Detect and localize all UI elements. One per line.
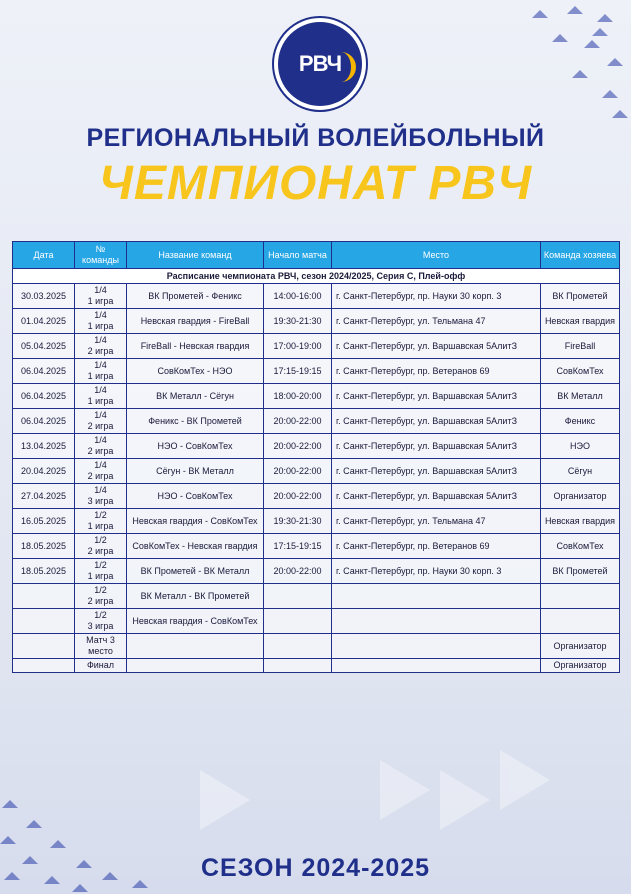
- cell-date: 16.05.2025: [13, 509, 75, 534]
- table-row: [13, 384, 620, 409]
- cell-date: [13, 584, 75, 609]
- table-row: [13, 359, 620, 384]
- cell-place: [332, 634, 541, 659]
- cell-date: 06.04.2025: [13, 359, 75, 384]
- cell-stage: [75, 609, 127, 634]
- cell-stage: [75, 459, 127, 484]
- stage-label: 1/4: [94, 460, 107, 470]
- cell-host: ВК Металл: [541, 384, 620, 409]
- logo-text: РВЧ: [298, 51, 342, 76]
- cell-stage: [75, 659, 127, 673]
- column-header-place: Место: [332, 242, 541, 269]
- cell-stage: [75, 584, 127, 609]
- cell-time: [264, 634, 332, 659]
- table-row: [13, 459, 620, 484]
- cell-teams: Сёгун - ВК Металл: [127, 459, 264, 484]
- cell-place: г. Санкт-Петербург, пр. Науки 30 корп. 3: [332, 559, 541, 584]
- cell-time: 17:15-19:15: [264, 534, 332, 559]
- cell-date: 01.04.2025: [13, 309, 75, 334]
- cell-date: 18.05.2025: [13, 534, 75, 559]
- cell-stage: [75, 309, 127, 334]
- table-row: [13, 409, 620, 434]
- cell-teams: [127, 659, 264, 673]
- game-label: 1 игра: [87, 296, 114, 306]
- table-row: [13, 634, 620, 659]
- cell-place: г. Санкт-Петербург, ул. Варшавская 5АлитЗ: [332, 334, 541, 359]
- cell-stage: [75, 534, 127, 559]
- cell-stage: [75, 484, 127, 509]
- game-label: 2 игра: [87, 471, 114, 481]
- table-row: [13, 584, 620, 609]
- stage-label: 1/2: [94, 510, 107, 520]
- cell-host: ВК Прометей: [541, 284, 620, 309]
- cell-host: Организатор: [541, 659, 620, 673]
- cell-time: 17:00-19:00: [264, 334, 332, 359]
- table-header-row: [13, 242, 620, 269]
- cell-time: 20:00-22:00: [264, 559, 332, 584]
- cell-teams: Невская гвардия - СовКомТех: [127, 609, 264, 634]
- stage-label: 1/4: [94, 410, 107, 420]
- game-label: место: [88, 646, 113, 656]
- cell-host: СовКомТех: [541, 359, 620, 384]
- rvch-logo: [274, 18, 366, 110]
- cell-stage: [75, 634, 127, 659]
- column-header-number: № команды: [75, 242, 127, 269]
- cell-place: [332, 609, 541, 634]
- cell-date: 30.03.2025: [13, 284, 75, 309]
- table-row: [13, 534, 620, 559]
- cell-teams: Невская гвардия - FireBall: [127, 309, 264, 334]
- cell-place: г. Санкт-Петербург, ул. Варшавская 5АлитЗ: [332, 459, 541, 484]
- game-label: 2 игра: [87, 546, 114, 556]
- game-label: 3 игра: [87, 496, 114, 506]
- cell-place: г. Санкт-Петербург, ул. Варшавская 5АлитЗ: [332, 409, 541, 434]
- game-label: 2 игра: [87, 446, 114, 456]
- cell-place: г. Санкт-Петербург, пр. Ветеранов 69: [332, 534, 541, 559]
- cell-place: г. Санкт-Петербург, ул. Варшавская 5АлитЗ: [332, 434, 541, 459]
- cell-teams: СовКомТех - Невская гвардия: [127, 534, 264, 559]
- game-label: 1 игра: [87, 371, 114, 381]
- cell-place: г. Санкт-Петербург, ул. Тельмана 47: [332, 509, 541, 534]
- cell-teams: FireBall - Невская гвардия: [127, 334, 264, 359]
- cell-time: 18:00-20:00: [264, 384, 332, 409]
- cell-teams: НЭО - СовКомТех: [127, 434, 264, 459]
- cell-place: г. Санкт-Петербург, пр. Ветеранов 69: [332, 359, 541, 384]
- cell-teams: СовКомТех - НЭО: [127, 359, 264, 384]
- game-label: 2 игра: [87, 596, 114, 606]
- column-header-date: Дата: [13, 242, 75, 269]
- cell-date: 20.04.2025: [13, 459, 75, 484]
- cell-stage: [75, 359, 127, 384]
- stage-label: 1/2: [94, 610, 107, 620]
- cell-time: 19:30-21:30: [264, 509, 332, 534]
- cell-time: [264, 584, 332, 609]
- game-label: 1 игра: [87, 521, 114, 531]
- cell-time: 20:00-22:00: [264, 484, 332, 509]
- cell-stage: [75, 509, 127, 534]
- cell-time: 20:00-22:00: [264, 459, 332, 484]
- table-row: [13, 559, 620, 584]
- season-label: СЕЗОН 2024-2025: [200, 854, 431, 882]
- cell-host: Невская гвардия: [541, 309, 620, 334]
- title-line-2: ЧЕМПИОНАТ РВЧ: [98, 157, 533, 210]
- game-label: 1 игра: [87, 396, 114, 406]
- table-row: [13, 484, 620, 509]
- table-row: [13, 309, 620, 334]
- cell-time: [264, 609, 332, 634]
- cell-date: 06.04.2025: [13, 409, 75, 434]
- cell-host: ВК Прометей: [541, 559, 620, 584]
- cell-place: г. Санкт-Петербург, ул. Варшавская 5АлитЗ: [332, 384, 541, 409]
- stage-label: Матч 3: [86, 635, 115, 645]
- stage-label: Финал: [86, 660, 115, 670]
- stage-label: 1/4: [94, 435, 107, 445]
- cell-date: 06.04.2025: [13, 384, 75, 409]
- stage-label: 1/4: [94, 285, 107, 295]
- cell-teams: ВК Прометей - Феникс: [127, 284, 264, 309]
- table-row: [13, 334, 620, 359]
- stage-label: 1/4: [94, 310, 107, 320]
- stage-label: 1/2: [94, 585, 107, 595]
- cell-host: FireBall: [541, 334, 620, 359]
- cell-teams: ВК Металл - ВК Прометей: [127, 584, 264, 609]
- game-label: 2 игра: [87, 346, 114, 356]
- cell-teams: НЭО - СовКомТех: [127, 484, 264, 509]
- column-header-teams: Название команд: [127, 242, 264, 269]
- cell-teams: Невская гвардия - СовКомТех: [127, 509, 264, 534]
- title-line-1: РЕГИОНАЛЬНЫЙ ВОЛЕЙБОЛЬНЫЙ: [86, 124, 545, 152]
- cell-place: г. Санкт-Петербург, ул. Тельмана 47: [332, 309, 541, 334]
- cell-stage: [75, 434, 127, 459]
- stage-label: 1/4: [94, 385, 107, 395]
- stage-label: 1/4: [94, 485, 107, 495]
- cell-time: 17:15-19:15: [264, 359, 332, 384]
- stage-label: 1/2: [94, 535, 107, 545]
- logo-swoosh-icon: [333, 52, 356, 82]
- cell-date: 18.05.2025: [13, 559, 75, 584]
- cell-teams: ВК Прометей - ВК Металл: [127, 559, 264, 584]
- cell-date: 05.04.2025: [13, 334, 75, 359]
- cell-stage: [75, 409, 127, 434]
- cell-date: [13, 609, 75, 634]
- cell-host: Невская гвардия: [541, 509, 620, 534]
- cell-date: [13, 634, 75, 659]
- stage-label: 1/4: [94, 335, 107, 345]
- column-header-start: Начало матча: [264, 242, 332, 269]
- cell-place: г. Санкт-Петербург, ул. Варшавская 5АлитЗ: [332, 484, 541, 509]
- cell-host: Сёгун: [541, 459, 620, 484]
- schedule-table: [12, 241, 620, 673]
- table-row: [13, 609, 620, 634]
- cell-host: НЭО: [541, 434, 620, 459]
- table-row: [13, 659, 620, 673]
- game-label: 1 игра: [87, 571, 114, 581]
- cell-date: 27.04.2025: [13, 484, 75, 509]
- cell-place: [332, 584, 541, 609]
- cell-date: 13.04.2025: [13, 434, 75, 459]
- cell-place: г. Санкт-Петербург, пр. Науки 30 корп. 3: [332, 284, 541, 309]
- cell-teams: ВК Металл - Сёгун: [127, 384, 264, 409]
- game-label: 2 игра: [87, 421, 114, 431]
- cell-stage: [75, 284, 127, 309]
- cell-host: СовКомТех: [541, 534, 620, 559]
- cell-host: Организатор: [541, 634, 620, 659]
- cell-time: 20:00-22:00: [264, 434, 332, 459]
- cell-time: 14:00-16:00: [264, 284, 332, 309]
- cell-teams: Феникс - ВК Прометей: [127, 409, 264, 434]
- stage-label: 1/2: [94, 560, 107, 570]
- stage-label: 1/4: [94, 360, 107, 370]
- table-row: [13, 284, 620, 309]
- cell-stage: [75, 559, 127, 584]
- cell-host: Организатор: [541, 484, 620, 509]
- cell-stage: [75, 384, 127, 409]
- game-label: 1 игра: [87, 321, 114, 331]
- cell-time: 20:00-22:00: [264, 409, 332, 434]
- cell-place: [332, 659, 541, 673]
- cell-host: [541, 584, 620, 609]
- cell-time: 19:30-21:30: [264, 309, 332, 334]
- column-header-host: Команда хозяева: [541, 242, 620, 269]
- cell-date: [13, 659, 75, 673]
- table-caption: Расписание чемпионата РВЧ, сезон 2024/2025, Серия С, Плей-офф: [13, 269, 620, 284]
- table-row: [13, 509, 620, 534]
- cell-stage: [75, 334, 127, 359]
- cell-time: [264, 659, 332, 673]
- cell-host: [541, 609, 620, 634]
- table-row: [13, 434, 620, 459]
- cell-teams: [127, 634, 264, 659]
- cell-host: Феникс: [541, 409, 620, 434]
- game-label: 3 игра: [87, 621, 114, 631]
